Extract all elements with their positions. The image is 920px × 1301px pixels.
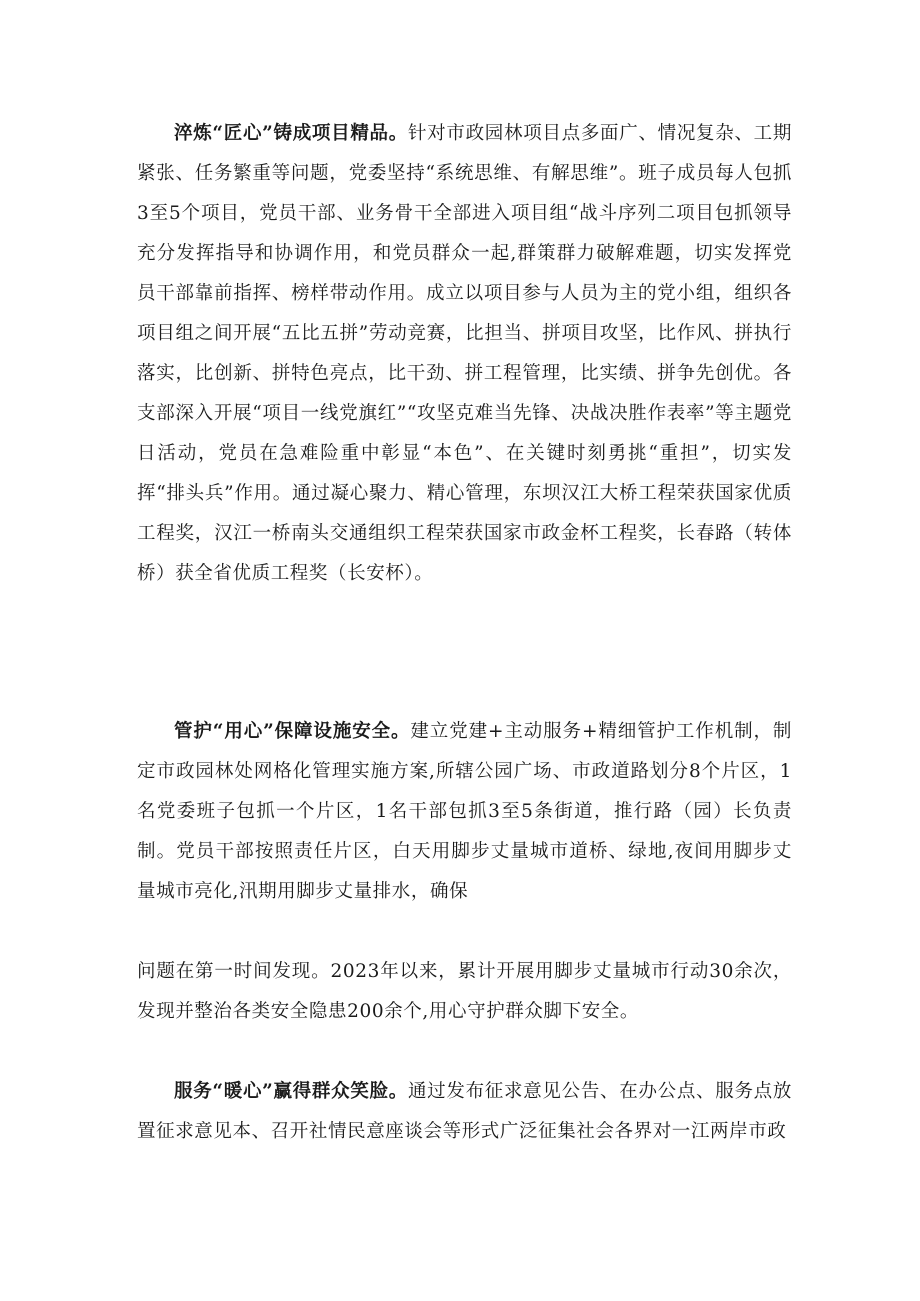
paragraph-body: 通过发布征求意见公告、在办公点、服务点放置征求意见本、召开社情民意座谈会等形式广泛征集社会各界对一江两岸市政 [137, 1081, 792, 1142]
paragraph-body: 建立党建+主动服务+精细管护工作机制，制定市政园林处网格化管理实施方案,所辖公园广场、市政道路划分8个片区，1名党委班子包抓一个片区，1名干部包抓3至5条街道，推行路（园）长负责制。党员干部按照责任片区，白天用脚步丈量城市道桥、绿地,夜间用脚步丈量城市亮化,汛期用脚步丈量排水，确保 [137, 721, 792, 902]
paragraph-continuation [137, 952, 792, 1032]
paragraph-heading: 服务“暖心”赢得群众笑脸。 [174, 1081, 408, 1102]
paragraph-craftsmanship [137, 114, 792, 594]
paragraph-heading: 淬炼“匠心”铸成项目精品。 [174, 123, 408, 144]
paragraph-heading: 管护“用心”保障设施安全。 [174, 721, 411, 742]
paragraph-facility-safety [137, 712, 792, 912]
paragraph-body: 问题在第一时间发现。2023年以来，累计开展用脚步丈量城市行动30余次，发现并整治各类安全隐患200余个,用心守护群众脚下安全。 [137, 961, 792, 1022]
paragraph-service [137, 1072, 792, 1152]
paragraph-body: 针对市政园林项目点多面广、情况复杂、工期紧张、任务繁重等问题，党委坚持“系统思维、有解思维”。班子成员每人包抓3至5个项目，党员干部、业务骨干全部进入项目组“战斗序列二项目包抓领导充分发挥指导和协调作用，和党员群众一起,群策群力破解难题，切实发挥党员干部靠前指挥、榜样带动作用。成立以项目参与人员为主的党小组，组织各项目组之间开展“五比五拼”劳动竞赛，比担当、拼项目攻坚，比作风、拼执行落实，比创新、拼特色亮点，比干劲、拼工程管理，比实绩、拼争先创优。各支部深入开展“项目一线党旗红”“攻坚克难当先锋、决战决胜作表率”等主题党日活动，党员在急难险重中彰显“本色”、在关键时刻勇挑“重担”，切实发挥“排头兵”作用。通过凝心聚力、精心管理，东坝汉江大桥工程荣获国家优质工程奖，汉江一桥南头交通组织工程荣获国家市政金杯工程奖，长春路（转体桥）获全省优质工程奖（长安杯）。 [137, 123, 792, 584]
